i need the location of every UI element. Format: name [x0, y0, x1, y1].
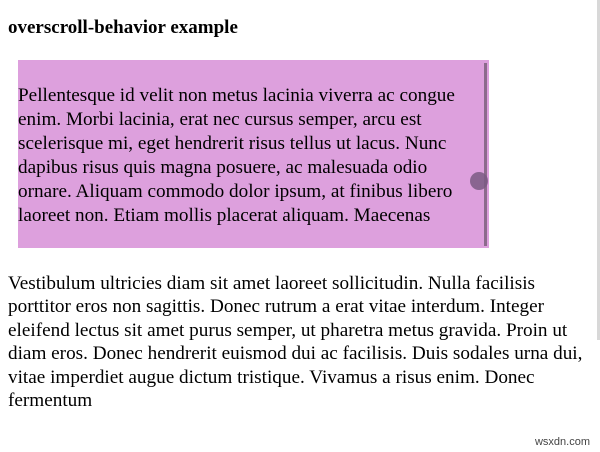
body-paragraph: Vestibulum ultricies diam sit amet laoreet sollicitudin. Nulla facilisis porttitor eros non sagittis. Donec rutrum a erat vitae interdum. Integer eleifend lectus sit amet purus semper, ut pharetra metus gravida. Proin ut diam eros. Donec hendrerit euismod dui ac facilisis. Duis sodales urna dui, vitae imperdiet augue dictum tristique. Vivamus a risus enim. Donec fermentum: [8, 273, 583, 412]
scroll-content: [18, 60, 484, 229]
scroll-paragraph: Pellentesque id velit non metus lacinia viverra ac congue enim. Morbi lacinia, erat nec cursus semper, arcu est scelerisque mi, eget hendrerit risus tellus ut lacus. Nunc dapibus risus quis magna posuere, ac malesuada odio ornare. Aliquam commodo dolor ipsum, at finibus libero laoreet non. Etiam mollis placerat aliquam. Maecenas: [18, 85, 455, 227]
overscroll-container[interactable]: [18, 60, 489, 248]
pointer-cursor-icon: [470, 172, 488, 190]
page-title: overscroll-behavior example: [8, 17, 238, 38]
container-scrollbar[interactable]: [484, 63, 487, 246]
watermark: wsxdn.com: [534, 436, 590, 448]
main-content: [8, 272, 596, 452]
